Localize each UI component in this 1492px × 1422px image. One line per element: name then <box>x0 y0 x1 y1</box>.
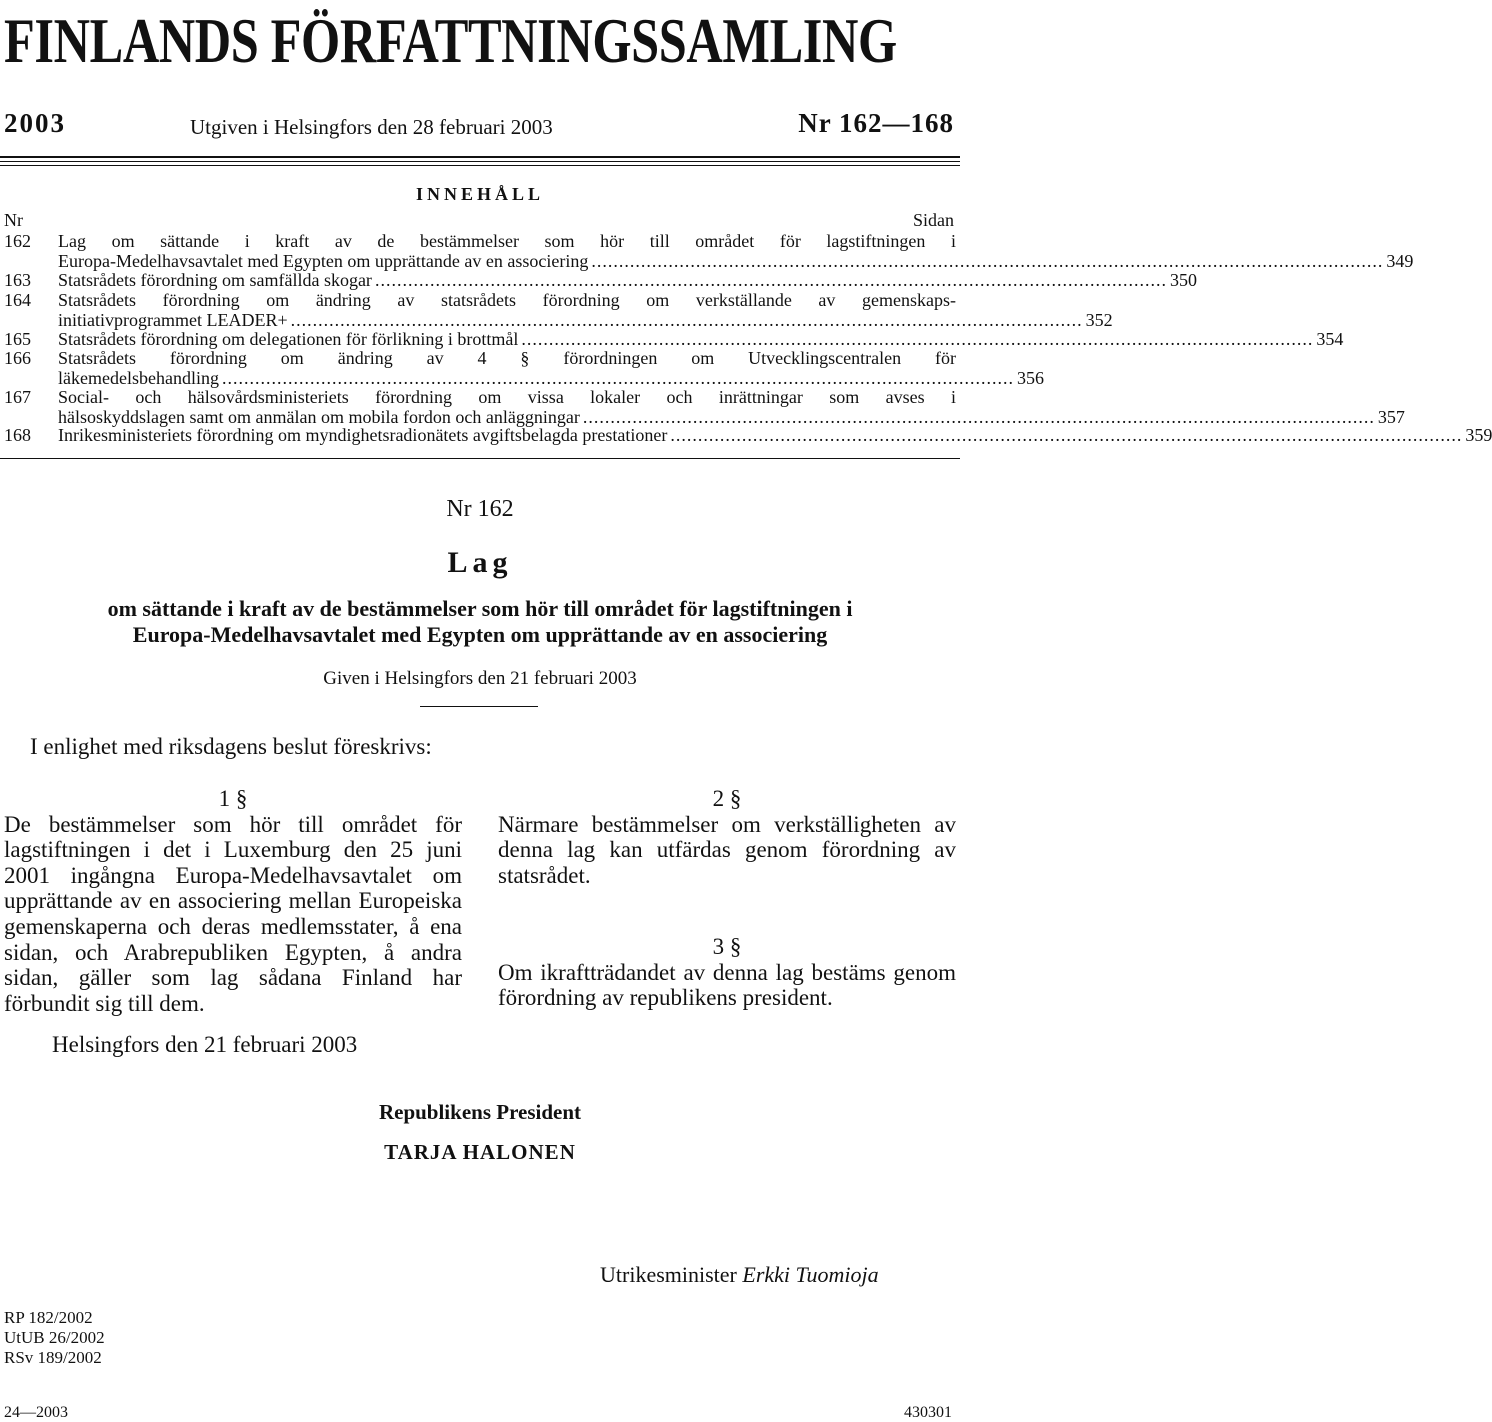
footer-right: 430301 <box>904 1404 952 1421</box>
toc-entry-text: Statsrådets förordning om delegationen för förlikning i brottmål <box>58 329 519 349</box>
toc-heading: INNEHÅLL <box>415 184 545 204</box>
toc-leader-dots: ................................................................................................................................................ <box>582 406 1375 427</box>
toc-entry-text: initiativprogrammet LEADER+ <box>58 309 288 330</box>
law-title-line: om sättande i kraft av de bestämmelser som hör till området för lagstiftningen i <box>107 596 853 621</box>
reference: RSv 189/2002 <box>4 1348 102 1367</box>
toc-entry-nr: 164 <box>4 290 31 310</box>
toc-leader-dots: ................................................................................................................................................ <box>221 367 1014 388</box>
toc-entry-text: läkemedelsbehandling <box>58 367 219 388</box>
toc-entry-page: 354 <box>1316 329 1344 349</box>
minister-name: Erkki Tuomioja <box>742 1262 879 1287</box>
toc-entry-nr: 166 <box>4 348 31 368</box>
minister-signature <box>600 1262 879 1288</box>
references <box>4 1308 105 1368</box>
toc-entry-text: Social- och hälsovårdsministeriets förordning om vissa lokaler och inrättningar som avses i <box>58 387 956 407</box>
header-rule-3 <box>0 165 960 166</box>
toc-leader-dots: ................................................................................................................................................ <box>670 425 1463 445</box>
law-number: Nr 162 <box>446 496 514 522</box>
section-heading: 3 § <box>712 934 742 959</box>
toc-leader-dots: ................................................................................................................................................ <box>591 250 1384 271</box>
toc-col-nr: Nr <box>4 210 23 230</box>
footer-left: 24—2003 <box>4 1404 68 1421</box>
toc-entry-text: Statsrådets förordning om ändring av statsrådets förordning om verkställande av gemenskaps- <box>58 290 956 310</box>
toc-leader-dots: ................................................................................................................................................ <box>374 270 1167 290</box>
toc-entry <box>4 425 1492 446</box>
toc-col-page: Sidan <box>912 210 954 230</box>
section-heading: 1 § <box>218 786 248 811</box>
enactment-clause: I enlighet med riksdagens beslut föreskrivs: <box>30 734 432 759</box>
toc-entry-page: 357 <box>1377 406 1405 427</box>
toc-entry <box>4 290 1113 331</box>
toc-entry-text: hälsoskyddslagen samt om anmälan om mobila fordon och anläggningar <box>58 406 580 427</box>
section-1 <box>4 786 462 1016</box>
toc-entry-nr: 163 <box>4 270 31 290</box>
toc-entry-text: Statsrådets förordning om ändring av 4 § förordningen om Utvecklingscentralen för <box>58 348 956 368</box>
toc-entry <box>4 270 1197 291</box>
publication-title: FINLANDS FÖRFATTNINGSSAMLING <box>4 6 897 76</box>
toc-entry-text: Europa-Medelhavsavtalet med Egypten om upprättande av en associering <box>58 250 589 271</box>
place-date: Helsingfors den 21 februari 2003 <box>52 1032 358 1057</box>
header-rule-2 <box>0 161 960 162</box>
law-title <box>0 596 960 648</box>
section-text: De bestämmelser som hör till området för lagstiftningen i det i Luxemburg den 25 juni 2001 ingångna Europa-Medelhavsavtalet om upprättande av en associering mellan Europeiska gemenskaperna och deras medlemsstater, å ena sidan, och Arabrepubliken Egypten, å andra sidan, gäller som lag sådana Finland har förbundit sig till dem. <box>4 811 462 1016</box>
law-type: Lag <box>447 546 513 579</box>
issue-numbers: Nr 162—168 <box>798 108 954 138</box>
section-text: Om ikraftträdandet av denna lag bestäms genom förordning av republikens president. <box>498 959 956 1011</box>
toc-entry-page: 356 <box>1016 367 1044 388</box>
short-rule <box>420 706 538 707</box>
given-date: Given i Helsingfors den 21 februari 2003 <box>323 668 637 689</box>
toc-entry <box>4 387 1405 428</box>
toc-leader-dots: ................................................................................................................................................ <box>290 309 1083 330</box>
publication-year: 2003 <box>4 108 66 138</box>
section-heading: 2 § <box>712 786 742 811</box>
toc-entry-text: Inrikesministeriets förordning om myndighetsradionätets avgiftsbelagda prestationer <box>58 425 668 445</box>
toc-entry <box>4 231 1414 272</box>
toc-entry-page: 350 <box>1169 270 1197 290</box>
toc-entry-nr: 167 <box>4 387 31 407</box>
toc-entry <box>4 329 1344 350</box>
toc-entry-nr: 162 <box>4 231 31 251</box>
section-3 <box>498 934 956 1011</box>
section-text: Närmare bestämmelser om verkställigheten av denna lag kan utfärdas genom förordning av statsrådet. <box>498 811 956 888</box>
toc-bottom-rule <box>0 458 960 459</box>
law-title-line: Europa-Medelhavsavtalet med Egypten om upprättande av en associering <box>132 622 828 647</box>
toc-leader-dots: ................................................................................................................................................ <box>521 329 1314 349</box>
toc-entry-page: 359 <box>1465 425 1492 445</box>
toc-entry-page: 349 <box>1386 250 1414 271</box>
toc-entry-page: 352 <box>1085 309 1113 330</box>
minister-title: Utrikesminister <box>600 1262 737 1287</box>
section-2 <box>498 786 956 888</box>
header-rule-1 <box>0 156 960 158</box>
reference: RP 182/2002 <box>4 1308 93 1327</box>
reference: UtUB 26/2002 <box>4 1328 105 1347</box>
toc-entry <box>4 348 1044 389</box>
toc-entry-text: Statsrådets förordning om samfällda skogar <box>58 270 372 290</box>
president-name: TARJA HALONEN <box>384 1140 576 1164</box>
toc-entry-nr: 168 <box>4 425 31 445</box>
toc-entry-text: Lag om sättande i kraft av de bestämmelser som hör till området för lagstiftningen i <box>58 231 956 251</box>
president-title: Republikens President <box>378 1100 582 1124</box>
toc-entry-nr: 165 <box>4 329 31 349</box>
issue-date: Utgiven i Helsingfors den 28 februari 2003 <box>190 115 553 139</box>
